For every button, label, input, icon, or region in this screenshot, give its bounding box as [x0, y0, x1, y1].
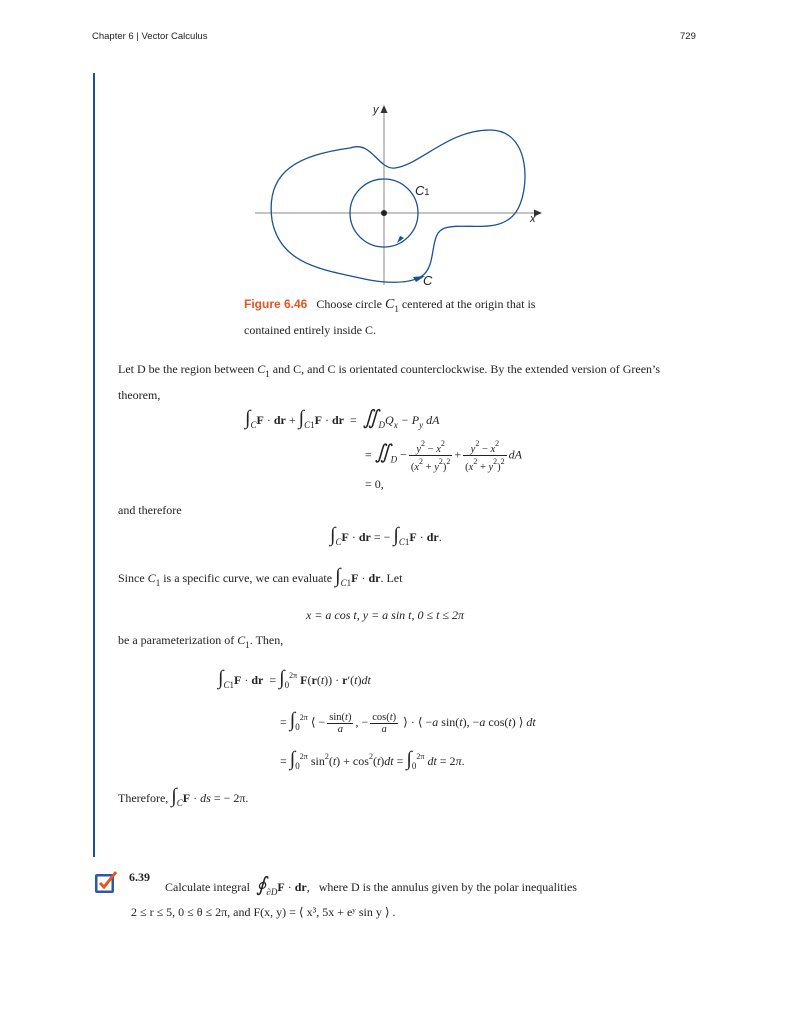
figure-caption-label: Figure 6.46: [244, 297, 308, 311]
curve-label-c: C: [423, 273, 433, 288]
equation-greens-1: $\int_CF$ · dr + $\int_{C1}F$ · dr = $∬_DQ_x - P_y$ dA: [245, 407, 440, 430]
exercise-text-line-2: 2 ≤ r ≤ 5, 0 ≤ θ ≤ 2π, and F(x, y) = ⟨ x³, 5x + eʸ sin y ⟩ .: [131, 905, 396, 919]
running-header-page-number: 729: [680, 31, 696, 42]
exercise-text: Calculate integral $∮_{\partial D}F$ · dr, where D is the annulus given by the polar inequalities: [165, 874, 577, 897]
paragraph-since: Since $C_1$ is a specific curve, we can evaluate $\int_{C1}F$ · dr. Let: [118, 565, 403, 588]
section-rule: [93, 73, 95, 857]
paragraph-and-therefore: and therefore: [118, 503, 182, 517]
equation-line-integral-1: $\int_{C1}F$ · dr = $\int_0^{2\pi}$ F(r(t)) · r′(t)dt: [218, 667, 371, 690]
checklist-icon: [94, 870, 118, 894]
equation-line-integral-3: = $\int_0^{2\pi}$ $\sin^2(t) + \cos^2(t)dt = \int_0^{2\pi}$ dt = 2π.: [280, 748, 465, 771]
equation-therefore: $\int_CF$ · dr = − $\int_{C1}F$ · dr.: [330, 524, 442, 547]
equation-line-integral-2: = $\int_0^{2\pi}$ ⟨ − $\frac{\sin(t)}{a}$ , − $\frac{\cos(t)}{a}$ ⟩ · ⟨ −a sin(t), −a cos(t) ⟩ dt: [280, 709, 536, 735]
equation-greens-3: = 0,: [365, 477, 384, 491]
axis-label-y: y: [373, 104, 379, 116]
exercise-number: 6.39: [129, 870, 150, 884]
axis-label-x: x: [530, 213, 536, 225]
running-header-chapter: Chapter 6 | Vector Calculus: [92, 31, 208, 42]
paragraph-parameterization: be a parameterization of $C_1$. Then,: [118, 633, 284, 650]
curve-label-c1: C1: [415, 183, 430, 198]
paragraph-therefore: Therefore, $\int_CF$ · ds = − 2π.: [118, 785, 249, 808]
figure-caption: Figure 6.46 Choose circle $C_1$ centered at the origin that is contained entirely inside C.: [244, 297, 536, 337]
equation-parameterization: x = a cos t, y = a sin t, 0 ≤ t ≤ 2π: [306, 608, 465, 622]
figure-curves: [250, 100, 550, 290]
equation-greens-2: = $∬_D$ − $\frac{y^2 - x^2}{(x^2 + y^2)^2}$ + $\frac{y^2 - x^2}{(x^2 + y^2)^2}$ dA: [365, 439, 522, 473]
paragraph-intro: Let D be the region between $C_1$ and C, and C is orientated counterclockwise. By the extended version of Green’s theorem,: [118, 362, 661, 402]
